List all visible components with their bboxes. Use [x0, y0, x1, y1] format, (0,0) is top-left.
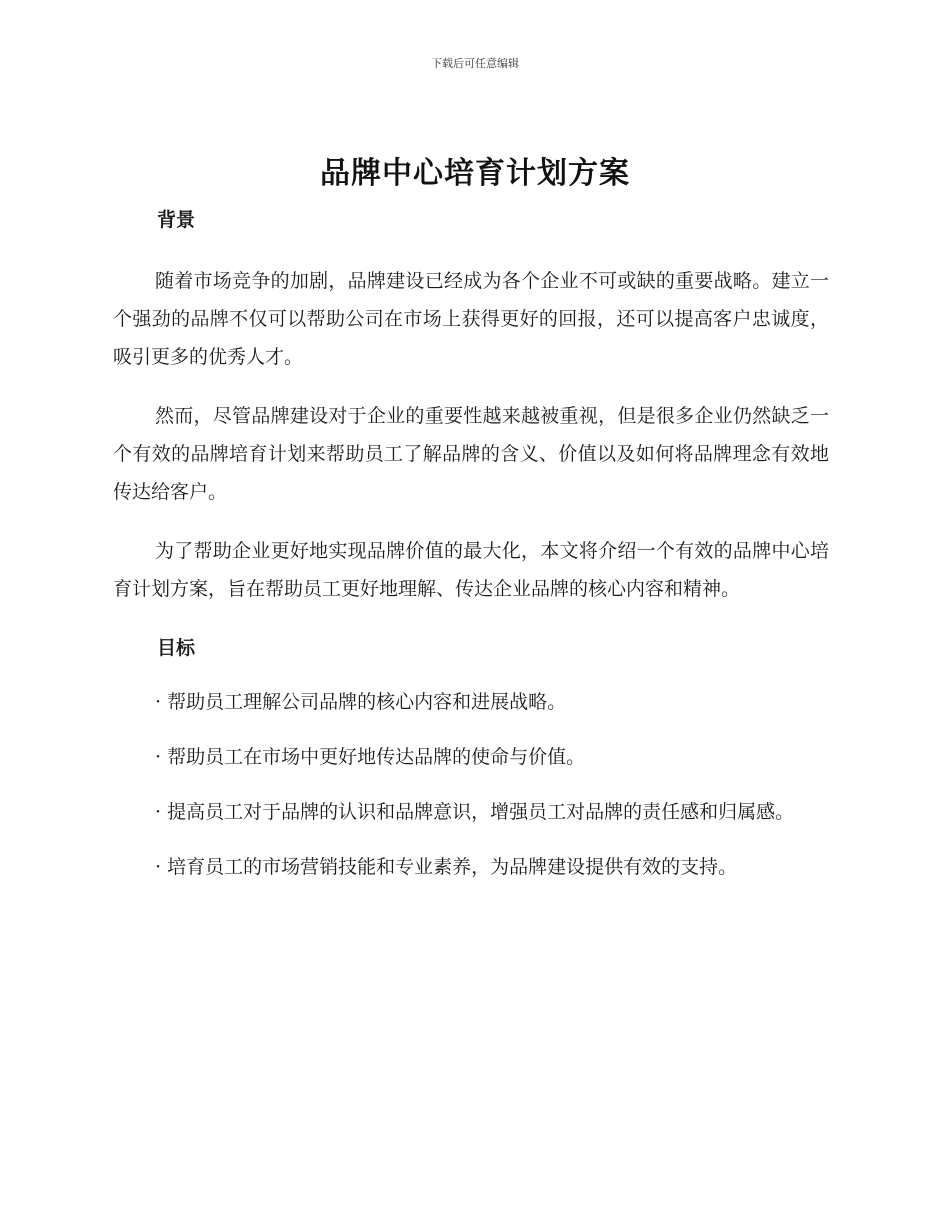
background-paragraph: 为了帮助企业更好地实现品牌价值的最大化，本文将介绍一个有效的品牌中心培育计划方案，旨在帮助员工更好地理解、传达企业品牌的核心内容和精神。 — [113, 540, 829, 600]
background-paragraph: 然而，尽管品牌建设对于企业的重要性越来越被重视，但是很多企业仍然缺乏一个有效的品牌培育计划来帮助员工了解品牌的含义、价值以及如何将品牌理念有效地传达给客户。 — [113, 405, 829, 503]
section-heading-background: 背景 — [157, 209, 196, 231]
document-body — [113, 202, 829, 886]
header-note: 下载后可任意编辑 — [431, 57, 519, 70]
goal-item: · 帮助员工在市场中更好地传达品牌的使命与价值。 — [155, 746, 586, 768]
background-paragraph: 随着市场竞争的加剧，品牌建设已经成为各个企业不可或缺的重要战略。建立一个强劲的品牌不仅可以帮助公司在市场上获得更好的回报，还可以提高客户忠诚度，吸引更多的优秀人才。 — [113, 270, 829, 368]
goal-item: · 提高员工对于品牌的认识和品牌意识，增强员工对品牌的责任感和归属感。 — [155, 801, 795, 823]
document-title: 品牌中心培育计划方案 — [320, 156, 630, 191]
goal-item: · 培育员工的市场营销技能和专业素养，为品牌建设提供有效的支持。 — [155, 856, 738, 878]
section-heading-goals: 目标 — [157, 637, 196, 659]
goal-item: · 帮助员工理解公司品牌的核心内容和进展战略。 — [155, 691, 567, 713]
